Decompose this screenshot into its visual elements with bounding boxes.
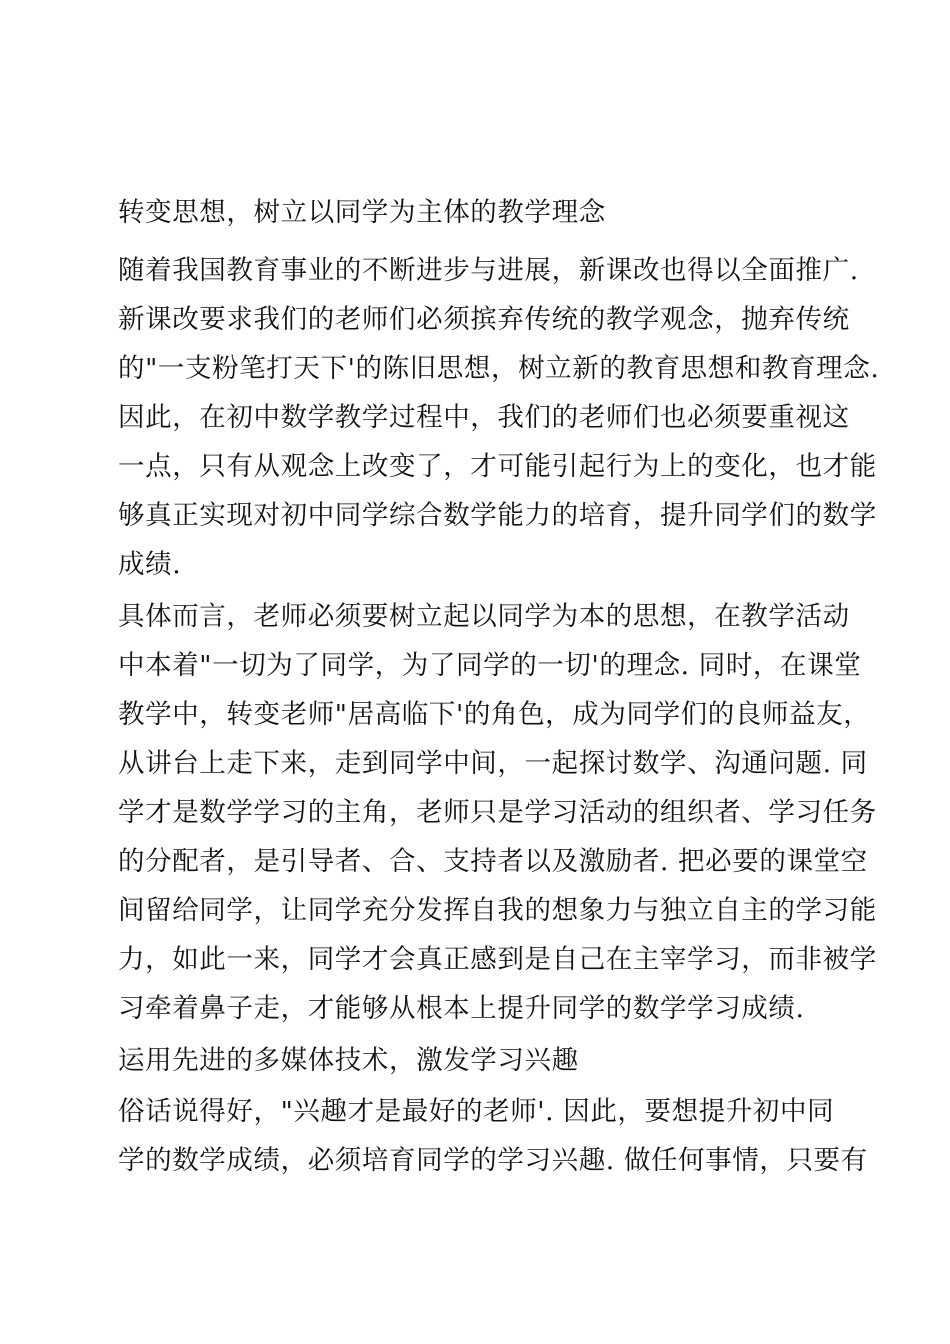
paragraph-line: 俗话说得好，"兴趣才是最好的老师'. 因此，要想提升初中同 xyxy=(118,1096,835,1127)
paragraph-line: 新课改要求我们的老师们必须摈弃传统的教学观念，抛弃传统 xyxy=(118,304,850,335)
paragraph-line: 因此，在初中数学教学过程中，我们的老师们也必须要重视这 xyxy=(118,402,850,433)
paragraph-line: 从讲台上走下来，走到同学中间，一起探讨数学、沟通问题. 同 xyxy=(118,748,868,779)
paragraph-line: 间留给同学，让同学充分发挥自我的想象力与独立自主的学习能 xyxy=(118,895,877,926)
paragraph-line: 习牵着鼻子走，才能够从根本上提升同学的数学学习成绩. xyxy=(118,993,805,1024)
paragraph-line: 的分配者，是引导者、合、支持者以及激励者. 把必要的课堂空 xyxy=(118,846,868,877)
heading-transform-thinking: 转变思想，树立以同学为主体的教学理念 xyxy=(118,197,606,228)
paragraph-line: 中本着"一切为了同学，为了同学的一切'的理念. 同时，在课堂 xyxy=(118,650,862,681)
paragraph-line: 学的数学成绩，必须培育同学的学习兴趣. 做任何事情，只要有 xyxy=(118,1145,868,1176)
paragraph-line: 具体而言，老师必须要树立起以同学为本的思想，在教学活动 xyxy=(118,601,850,632)
paragraph-line: 力，如此一来，同学才会真正感到是自己在主宰学习，而非被学 xyxy=(118,944,877,975)
paragraph-line: 学才是数学学习的主角，老师只是学习活动的组织者、学习任务 xyxy=(118,797,877,828)
paragraph-line: 一点，只有从观念上改变了，才可能引起行为上的变化，也才能 xyxy=(118,451,877,482)
paragraph-line: 随着我国教育事业的不断进步与进展，新课改也得以全面推广. xyxy=(118,255,859,286)
paragraph-line: 的"一支粉笔打天下'的陈旧思想，树立新的教育思想和教育理念. xyxy=(118,353,880,384)
heading-multimedia: 运用先进的多媒体技术，激发学习兴趣 xyxy=(118,1045,579,1076)
paragraph-line: 成绩. xyxy=(118,549,182,580)
paragraph-line: 够真正实现对初中同学综合数学能力的培育，提升同学们的数学 xyxy=(118,500,877,531)
paragraph-line: 教学中，转变老师"居高临下'的角色，成为同学们的良师益友， xyxy=(118,699,871,730)
